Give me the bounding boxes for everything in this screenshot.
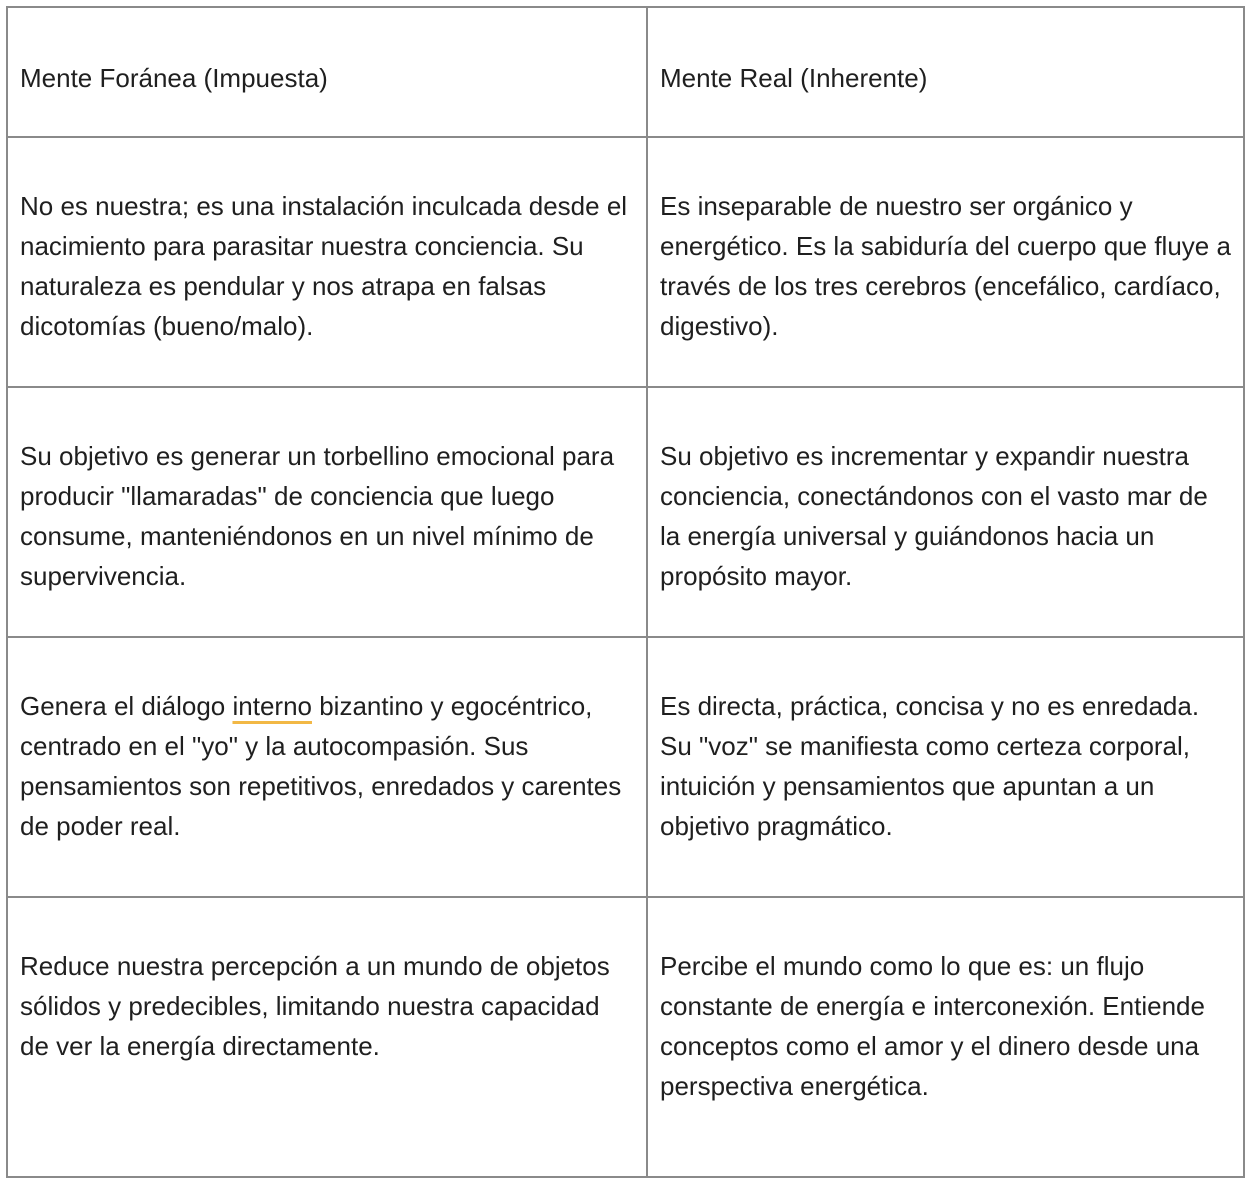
cell-foreign-dialogue xyxy=(7,637,647,897)
comparison-table xyxy=(6,6,1245,1178)
cell-real-objective: Su objetivo es incrementar y expandir nuestra conciencia, conectándonos con el vasto mar de la energía universal y guiándonos hacia un propósito mayor. xyxy=(647,387,1244,637)
table-row xyxy=(7,387,1244,637)
table-row xyxy=(7,897,1244,1177)
table-row xyxy=(7,137,1244,387)
cell-real-voice: Es directa, práctica, concisa y no es enredada. Su "voz" se manifiesta como certeza corporal, intuición y pensamientos que apuntan a un objetivo pragmático. xyxy=(647,637,1244,897)
cell-foreign-objective: Su objetivo es generar un torbellino emocional para producir "llamaradas" de conciencia que luego consume, manteniéndonos en un nivel mínimo de supervivencia. xyxy=(7,387,647,637)
table-row xyxy=(7,637,1244,897)
cell-foreign-nature: No es nuestra; es una instalación inculcada desde el nacimiento para parasitar nuestra conciencia. Su naturaleza es pendular y nos atrapa en falsas dicotomías (bueno/malo). xyxy=(7,137,647,387)
cell-real-nature: Es inseparable de nuestro ser orgánico y energético. Es la sabiduría del cuerpo que fluye a través de los tres cerebros (encefálico, cardíaco, digestivo). xyxy=(647,137,1244,387)
marked-word[interactable]: interno xyxy=(232,691,312,721)
header-foreign-mind: Mente Foránea (Impuesta) xyxy=(7,7,647,137)
table-header-row xyxy=(7,7,1244,137)
header-real-mind: Mente Real (Inherente) xyxy=(647,7,1244,137)
cell-text-before: Genera el diálogo xyxy=(20,691,233,721)
cell-real-perception: Percibe el mundo como lo que es: un flujo constante de energía e interconexión. Entiende conceptos como el amor y el dinero desde una perspectiva energética. xyxy=(647,897,1244,1177)
cell-foreign-perception: Reduce nuestra percepción a un mundo de objetos sólidos y predecibles, limitando nuestra capacidad de ver la energía directamente. xyxy=(7,897,647,1177)
cell-text-after: bizantino y egocéntrico, centrado en el "yo" y la autocompasión. Sus pensamientos son repetitivos, enredados y carentes de poder real. xyxy=(20,691,622,841)
